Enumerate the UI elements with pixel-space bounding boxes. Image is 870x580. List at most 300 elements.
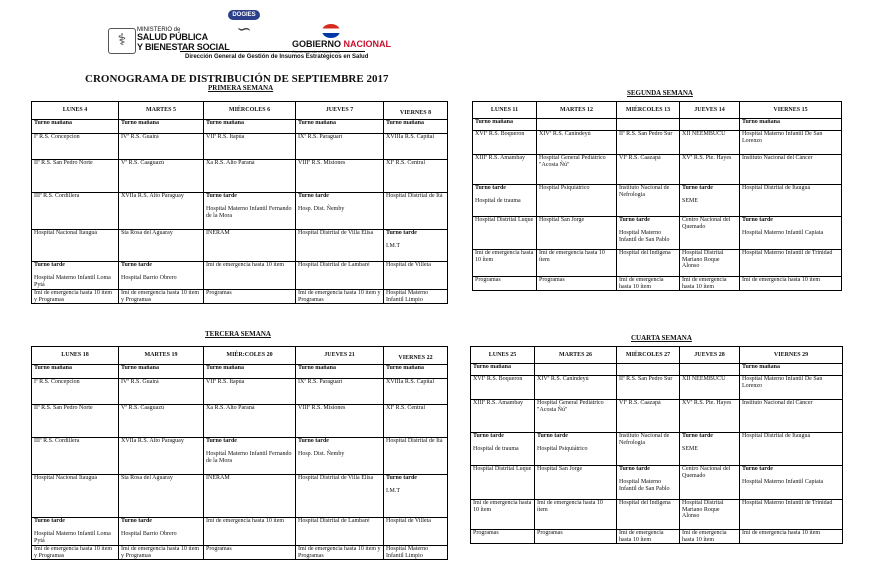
cell-text: XII ÑEEMBUCU <box>682 376 726 382</box>
cell-text: XIVª R.S. Canindeyú <box>537 376 589 382</box>
schedule-cell <box>617 500 680 530</box>
cell-text: Hospital Materno Infantil de San Pablo <box>619 230 670 244</box>
schedule-cell <box>740 500 843 530</box>
day-header-row <box>471 347 843 364</box>
shift-label: Turno tarde <box>619 217 650 223</box>
schedule-cell <box>617 155 680 185</box>
schedule-cell <box>617 131 680 155</box>
schedule-cell <box>119 262 204 290</box>
flag-icon <box>322 24 340 38</box>
day-header: MIÉRCOLES 27 <box>617 347 680 364</box>
day-header: LUNES 18 <box>32 347 119 365</box>
shift-label: Turno tarde <box>475 185 506 191</box>
schedule-cell <box>740 400 843 433</box>
schedule-cell <box>32 289 119 303</box>
schedule-cell <box>32 365 119 379</box>
schedule-row <box>32 546 448 560</box>
cell-text: XIIIª R.S. Amambay <box>475 155 525 161</box>
cell-text: Programas <box>537 530 563 536</box>
cell-text: SEME <box>682 446 699 453</box>
day-header: MARTES 19 <box>119 347 204 365</box>
schedule-cell <box>204 262 296 290</box>
schedule-cell <box>384 379 448 405</box>
schedule-cell <box>537 155 617 185</box>
stethoscope-icon: ∽ <box>236 19 252 39</box>
day-header: JUEVES 21 <box>296 347 384 365</box>
day-header-row <box>473 102 842 119</box>
schedule-cell <box>473 155 537 185</box>
cell-text: IVª R.S. Guairá <box>121 379 159 385</box>
schedule-cell <box>617 250 680 277</box>
schedule-cell <box>680 376 740 400</box>
cell-text: IXª R.S. Paraguarí <box>298 379 343 385</box>
schedule-cell <box>537 119 617 131</box>
cell-text: XVIIa R.S. Alto Paraguay <box>121 438 184 444</box>
schedule-cell <box>617 466 680 500</box>
schedule-cell <box>471 433 535 466</box>
cell-text: Hospital Distrital de Lambaré <box>298 262 370 268</box>
day-header: VIERNES 15 <box>740 102 842 119</box>
shift-label: Turno tarde <box>742 466 773 472</box>
schedule-cell <box>680 250 740 277</box>
shift-label: Turno tarde <box>298 193 329 199</box>
cell-text: XVª R.S. Pte. Hayes <box>682 155 732 161</box>
schedule-row <box>32 405 448 438</box>
schedule-cell <box>204 438 296 475</box>
schedule-cell <box>471 400 535 433</box>
schedule-row <box>471 376 843 400</box>
cell-text: Hospital Barrio Obrero <box>121 531 177 538</box>
page-title: CRONOGRAMA DE DISTRIBUCIÓN DE SEPTIEMBRE 2017 <box>85 73 389 85</box>
schedule-cell <box>384 518 448 546</box>
cell-text: VIª R.S. Caazapá <box>619 400 661 406</box>
schedule-row <box>473 131 842 155</box>
shift-label: Turno tarde <box>386 230 417 236</box>
schedule-cell <box>680 155 740 185</box>
cell-text: Hospital Distrital de Itá <box>386 193 443 199</box>
cell-text: Imi de emergencia hasta 10 ítem y Programas <box>298 289 381 303</box>
schedule-cell <box>119 475 204 518</box>
schedule-cell <box>471 376 535 400</box>
schedule-row <box>32 193 448 230</box>
schedule-row <box>32 120 448 134</box>
shift-label: Turno mañana <box>206 120 244 126</box>
cell-text: Hospital Materno Infantil Limpio <box>386 546 429 559</box>
cell-text: Hospital Psiquiátrico <box>537 446 588 453</box>
cell-text: Imi de emergencia hasta 10 ítem y Programas <box>121 546 200 559</box>
cell-text: Hospital Materno Infantil De San Lorenzo <box>742 131 823 144</box>
schedule-cell <box>384 438 448 475</box>
cell-text: Imi de emergencia hasta 10 ítem <box>475 250 534 263</box>
cell-text: Imi de emergencia hasta 10 ítem <box>682 530 727 543</box>
day-header: VIERNES 8 <box>384 102 448 120</box>
schedule-cell <box>32 120 119 134</box>
day-header: MIÉR:COLES 20 <box>204 347 296 365</box>
schedule-cell <box>119 546 204 560</box>
ministry-line-1: MINISTERIO de <box>137 27 181 33</box>
cell-text: INERAM <box>206 230 230 236</box>
cell-text: Instituto Nacional del Cáncer <box>742 400 813 406</box>
schedule-cell <box>535 500 617 530</box>
schedule-cell <box>204 405 296 438</box>
day-header: MIÉRCOLES 13 <box>617 102 680 119</box>
cell-text: Hospital Barrio Obrero <box>121 275 177 282</box>
cell-text: Iª R.S. Concepcion <box>34 134 80 140</box>
cell-text: Hospital General Pediátrico "Acosta Ñú" <box>539 155 606 168</box>
schedule-cell <box>296 289 384 303</box>
schedule-cell <box>296 475 384 518</box>
schedule-cell <box>204 120 296 134</box>
schedule-cell <box>32 546 119 560</box>
cell-text: Hospital Distrital Mariano Roque Alonso <box>682 500 724 520</box>
schedule-cell <box>617 376 680 400</box>
cell-text: Hospital Psiquiátrico <box>539 185 590 191</box>
schedule-cell <box>204 230 296 262</box>
shift-label: Turno mañana <box>34 120 72 126</box>
cell-text: XVIª R.S. Boqueron <box>473 376 523 382</box>
schedule-cell <box>204 475 296 518</box>
schedule-row <box>32 289 448 303</box>
schedule-row <box>32 365 448 379</box>
cell-text: Imi de emergencia hasta 10 ítem y Programas <box>121 289 200 303</box>
schedule-cell <box>740 119 842 131</box>
day-header: MARTES 5 <box>119 102 204 120</box>
schedule-cell <box>617 119 680 131</box>
cell-text: Hospital Materno Infantil Loma Pytá <box>34 531 111 545</box>
cell-text: Vª R.S. Caaguazú <box>121 160 164 166</box>
schedule-cell <box>32 475 119 518</box>
cell-text: Hospital Distrital de Itá <box>386 438 443 444</box>
cell-text: XVIª R.S. Boqueron <box>475 131 525 137</box>
shift-label: Turno tarde <box>537 433 568 439</box>
schedule-cell <box>680 185 740 217</box>
schedule-cell <box>740 155 842 185</box>
shift-label: Turno mañana <box>742 119 780 125</box>
schedule-cell <box>384 365 448 379</box>
schedule-cell <box>119 160 204 193</box>
cell-text: Programas <box>473 530 499 536</box>
gobierno-text: GOBIERNO NACIONAL <box>292 39 392 49</box>
schedule-cell <box>740 277 842 291</box>
shift-label: Turno tarde <box>473 433 504 439</box>
cell-text: IIIª R.S. Cordillera <box>34 438 80 444</box>
schedule-cell <box>204 518 296 546</box>
shift-label: Turno mañana <box>742 364 780 370</box>
cell-text: Hosp. Dist. Ñemby <box>298 206 345 213</box>
schedule-cell <box>119 379 204 405</box>
cell-text: IVª R.S. Guairá <box>121 134 159 140</box>
schedule-row <box>473 119 842 131</box>
schedule-cell <box>296 160 384 193</box>
dogies-badge: DOGIES <box>228 10 260 20</box>
cell-text: Hospital Distrital de Itauguá <box>742 185 811 191</box>
week-4-table <box>470 346 843 544</box>
schedule-cell <box>384 262 448 290</box>
schedule-cell <box>119 134 204 160</box>
schedule-cell <box>119 365 204 379</box>
schedule-cell <box>473 185 537 217</box>
schedule-cell <box>296 134 384 160</box>
cell-text: Hospital Distrital Luque <box>475 217 534 223</box>
schedule-cell <box>740 433 843 466</box>
week-label-3: TERCERA SEMANA <box>205 330 271 338</box>
header-divider <box>180 51 365 52</box>
shift-label: Turno tarde <box>682 185 713 191</box>
cell-text: Hospital Materno Infantil Capiata <box>742 230 824 237</box>
shift-label: Turno tarde <box>206 438 237 444</box>
cell-text: Instituto Nacional de Nefrologia <box>619 433 670 446</box>
shift-label: Turno tarde <box>742 217 773 223</box>
cell-text: Programas <box>539 277 565 283</box>
cell-text: Imi de emergencia hasta 10 ítem y Programas <box>34 546 113 559</box>
schedule-cell <box>680 364 740 376</box>
schedule-cell <box>384 160 448 193</box>
ministry-logo-text <box>137 27 230 52</box>
schedule-cell <box>296 438 384 475</box>
cell-text: Hospital Materno Infantil de Trinidad <box>742 250 833 256</box>
shift-label: Turno mañana <box>121 120 159 126</box>
cell-text: Hospital de trauma <box>475 198 521 205</box>
schedule-cell <box>537 217 617 250</box>
schedule-cell <box>384 289 448 303</box>
cell-text: Imi de emergencia hasta 10 ítem <box>742 277 821 283</box>
cell-text: Hospital del Indigena <box>619 250 671 256</box>
cell-text: VIIIª R.S. Misiones <box>298 160 346 166</box>
shift-label: Turno tarde <box>206 193 237 199</box>
dogies-logo <box>228 6 260 44</box>
schedule-cell <box>32 379 119 405</box>
shift-label: Turno tarde <box>386 475 417 481</box>
schedule-cell <box>32 193 119 230</box>
cell-text: SEME <box>682 198 699 205</box>
schedule-cell <box>473 250 537 277</box>
schedule-row <box>471 433 843 466</box>
cell-text: Hospital Materno Infantil Limpio <box>386 289 429 303</box>
cell-text: Instituto Nacional de Nefrologia <box>619 185 670 198</box>
shift-label: Turno tarde <box>682 433 713 439</box>
cell-text: Imi de emergencia hasta 10 ítem <box>206 262 285 268</box>
cell-text: Imi de emergencia hasta 10 ítem <box>619 277 664 290</box>
cell-text: Hospital Nacional Itauguá <box>34 475 97 481</box>
schedule-cell <box>384 230 448 262</box>
cell-text: I.M.T <box>386 243 400 250</box>
cell-text: Hospital Distrital de Villa Elisa <box>298 475 374 481</box>
schedule-cell <box>535 530 617 544</box>
schedule-cell <box>296 365 384 379</box>
shift-label: Turno mañana <box>475 119 513 125</box>
schedule-cell <box>32 230 119 262</box>
cell-text: Hospital Materno Infantil Loma Pytá <box>34 275 111 289</box>
cell-text: Imi de emergencia hasta 10 ítem <box>537 500 603 513</box>
day-header: VIERNES 22 <box>384 347 448 365</box>
cell-text: Programas <box>206 289 232 296</box>
cell-text: Hospital de trauma <box>473 446 519 453</box>
schedule-row <box>32 134 448 160</box>
cell-text: XVIIa R.S. Alto Paraguay <box>121 193 184 199</box>
schedule-row <box>473 185 842 217</box>
schedule-cell <box>537 250 617 277</box>
gobierno-nacional-logo <box>292 26 391 54</box>
schedule-cell <box>296 379 384 405</box>
week-label-4: CUARTA SEMANA <box>631 334 692 342</box>
schedule-cell <box>32 134 119 160</box>
schedule-cell <box>680 466 740 500</box>
schedule-cell <box>680 119 740 131</box>
cell-text: IIª R.S. San Pedro Sur <box>619 376 673 382</box>
schedule-cell <box>535 466 617 500</box>
schedule-cell <box>617 185 680 217</box>
schedule-cell <box>119 405 204 438</box>
cell-text: Imi de emergencia hasta 10 ítem y Programas <box>298 546 381 559</box>
schedule-cell <box>680 433 740 466</box>
schedule-cell <box>740 364 843 376</box>
cell-text: Hospital Distrital Luque <box>473 466 532 472</box>
day-header: LUNES 25 <box>471 347 535 364</box>
schedule-cell <box>32 438 119 475</box>
cell-text: Hospital General Pediátrico "Acosta Ñú" <box>537 400 604 413</box>
ministry-line-3: Y BIENESTAR SOCIAL <box>137 41 230 52</box>
schedule-cell <box>740 530 843 544</box>
ministry-seal-icon: ⚕ <box>108 28 136 54</box>
cell-text: VIª R.S. Caazapá <box>619 155 661 161</box>
cell-text: XII ÑEEMBUCU <box>682 131 726 137</box>
cell-text: Hospital San Jorge <box>539 217 585 223</box>
schedule-cell <box>740 376 843 400</box>
cell-text: IIIª R.S. Cordillera <box>34 193 80 199</box>
ministry-line-2: SALUD PÚBLICA <box>137 32 208 43</box>
cell-text: IXª R.S. Paraguarí <box>298 134 343 140</box>
schedule-cell <box>617 217 680 250</box>
cell-text: Hospital Distrital de Villa Elisa <box>298 230 374 236</box>
cell-text: Xa R.S. Alto Paraná <box>206 160 255 166</box>
day-header: JUEVES 7 <box>296 102 384 120</box>
gobierno-subtitle: Construyendo el futuro hoy <box>292 49 341 54</box>
cell-text: Imi de emergencia hasta 10 ítem y Programas <box>34 289 113 303</box>
cell-text: Hospital Materno Infantil Capiata <box>742 479 824 486</box>
cell-text: VIIIª R.S. Misiones <box>298 405 346 411</box>
cell-text: Hospital Distrital de Itauguá <box>742 433 811 439</box>
week-3-table <box>31 346 448 560</box>
schedule-cell <box>535 400 617 433</box>
schedule-cell <box>473 119 537 131</box>
schedule-row <box>471 530 843 544</box>
schedule-cell <box>119 438 204 475</box>
schedule-row <box>32 475 448 518</box>
shift-label: Turno mañana <box>473 364 511 370</box>
schedule-cell <box>384 475 448 518</box>
schedule-cell <box>680 400 740 433</box>
cell-text: Sta Rosa del Aguaray <box>121 475 173 481</box>
direccion-text: Dirección General de Gestión de Insumos Estratégicos en Salud <box>185 54 369 60</box>
cell-text: Imi de emergencia hasta 10 ítem <box>742 530 821 536</box>
schedule-row <box>32 230 448 262</box>
schedule-cell <box>740 250 842 277</box>
schedule-cell <box>119 289 204 303</box>
schedule-row <box>32 518 448 546</box>
schedule-cell <box>204 193 296 230</box>
schedule-row <box>32 438 448 475</box>
week-1-table <box>31 101 448 304</box>
cell-text: Xa R.S. Alto Paraná <box>206 405 255 411</box>
shift-label: Turno tarde <box>619 466 650 472</box>
cell-text: Sta Rosa del Aguaray <box>121 230 173 236</box>
cell-text: Imi de emergencia hasta 10 ítem <box>206 518 285 524</box>
schedule-cell <box>471 364 535 376</box>
cell-text: XIª R.S. Central <box>386 160 425 166</box>
schedule-cell <box>537 131 617 155</box>
schedule-cell <box>617 364 680 376</box>
week-label-1: PRIMERA SEMANA <box>208 84 274 92</box>
cell-text: IIª R.S. San Pedro Norte <box>34 405 93 411</box>
schedule-cell <box>535 433 617 466</box>
schedule-cell <box>384 405 448 438</box>
shift-label: Turno mañana <box>298 120 336 126</box>
shift-label: Turno tarde <box>34 518 65 524</box>
cell-text: Hospital Distrital Mariano Roque Alonso <box>682 250 724 270</box>
schedule-cell <box>680 131 740 155</box>
schedule-cell <box>296 546 384 560</box>
cell-text: Centro Nacional del Quemado <box>682 466 731 479</box>
shift-label: Turno mañana <box>298 365 336 371</box>
schedule-cell <box>296 120 384 134</box>
day-header-row <box>32 102 448 120</box>
schedule-row <box>471 364 843 376</box>
schedule-cell <box>617 277 680 291</box>
schedule-cell <box>471 530 535 544</box>
schedule-cell <box>680 500 740 530</box>
shift-label: Turno tarde <box>121 262 152 268</box>
day-header-row <box>32 347 448 365</box>
schedule-cell <box>740 131 842 155</box>
cell-text: Hospital Nacional Itauguá <box>34 230 97 236</box>
cell-text: Iª R.S. Concepcion <box>34 379 80 385</box>
cell-text: Imi de emergencia hasta 10 ítem <box>682 277 727 290</box>
schedule-cell <box>204 160 296 193</box>
schedule-cell <box>119 518 204 546</box>
schedule-cell <box>680 277 740 291</box>
schedule-cell <box>296 230 384 262</box>
schedule-cell <box>296 405 384 438</box>
cell-text: Imi de emergencia hasta 10 ítem <box>473 500 532 513</box>
schedule-cell <box>617 400 680 433</box>
schedule-cell <box>32 160 119 193</box>
day-header: MIÉRCOLES 6 <box>204 102 296 120</box>
cell-text: IIª R.S. San Pedro Norte <box>34 160 93 166</box>
day-header: JUEVES 14 <box>680 102 740 119</box>
cell-text: Programas <box>206 546 232 552</box>
schedule-cell <box>119 230 204 262</box>
shift-label: Turno mañana <box>206 365 244 371</box>
schedule-cell <box>617 530 680 544</box>
week-label-2: SEGUNDA SEMANA <box>627 89 693 97</box>
schedule-cell <box>473 217 537 250</box>
cell-text: VIIª R.S. Itapúa <box>206 134 245 140</box>
cell-text: Hospital Materno Infantil Fernando de la Mora <box>206 451 292 465</box>
cell-text: Hospital de Villeta <box>386 262 431 268</box>
schedule-cell <box>535 364 617 376</box>
shift-label: Turno mañana <box>386 365 424 371</box>
schedule-row <box>473 277 842 291</box>
schedule-cell <box>537 277 617 291</box>
cell-text: Hospital Materno Infantil de Trinidad <box>742 500 833 506</box>
week-2-table <box>472 101 842 291</box>
shift-label: Turno mañana <box>34 365 72 371</box>
cell-text: Programas <box>475 277 501 283</box>
schedule-cell <box>296 518 384 546</box>
cell-text: I.M.T <box>386 488 400 495</box>
cell-text: XVIIIa R.S. Capital <box>386 134 434 140</box>
schedule-cell <box>204 379 296 405</box>
